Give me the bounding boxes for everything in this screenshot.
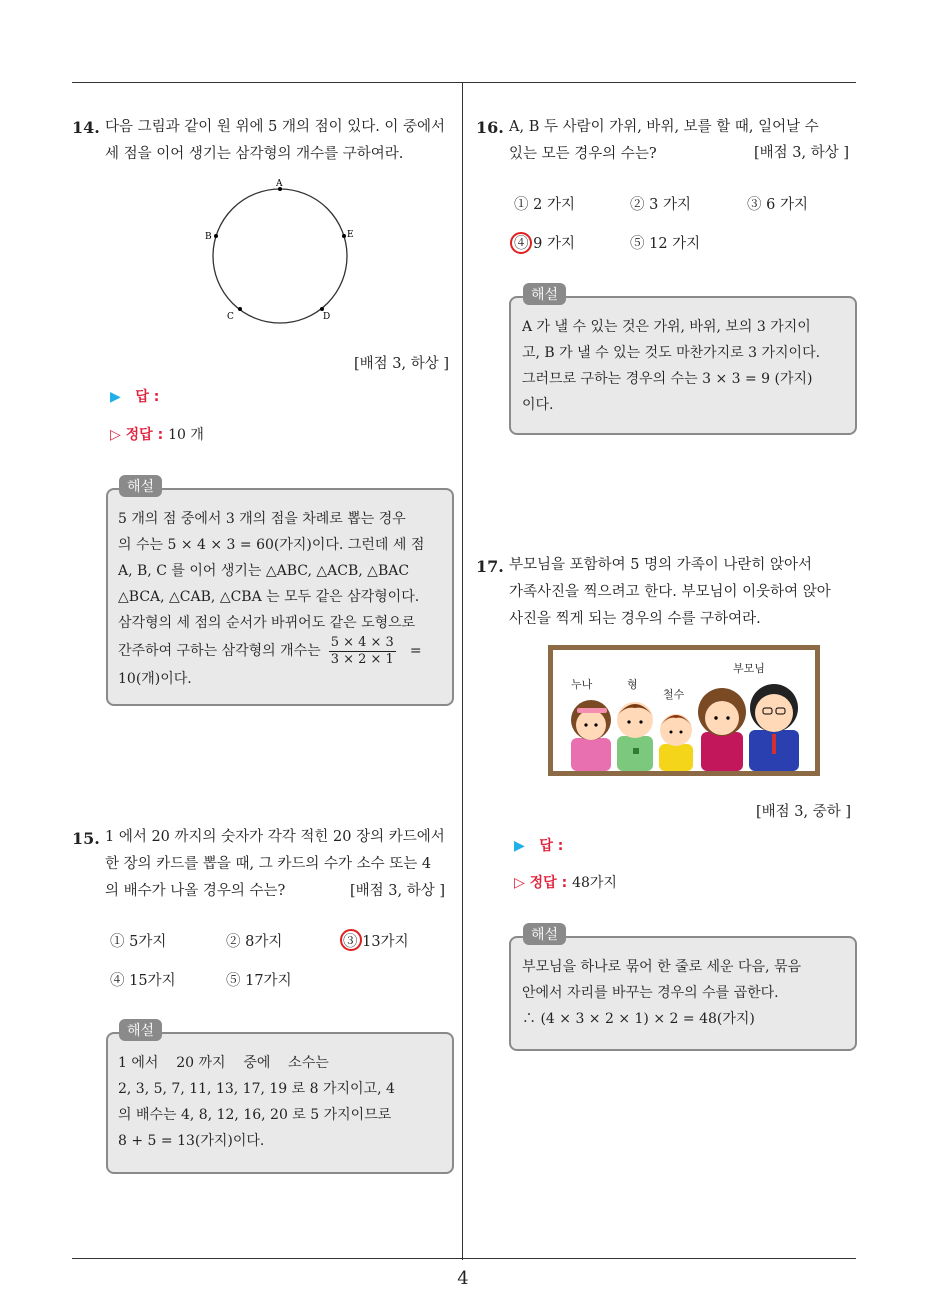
option-4[interactable]: ④ 15가지: [110, 973, 176, 989]
question-text: 다음 그림과 같이 원 위에 5 개의 점이 있다. 이 중에서 세 점을 이어 생기는 삼각형의 개수를 구하여라.: [105, 119, 446, 162]
score-label: [배점 3, 하상 ]: [354, 356, 450, 372]
question-text: A, B 두 사람이 가위, 바위, 보를 할 때, 일어날 수 있는 모든 경우의 수는?: [509, 119, 819, 162]
correct-answer-row: ▷ 정답 : 48가지: [514, 875, 617, 891]
label-sister: 누나: [571, 678, 593, 691]
score-label: [배점 3, 중하 ]: [756, 804, 852, 820]
fraction: $\frac{5 \times 4 \times 3}{3 \times 2 \times 1}$: [330, 634, 394, 667]
explanation-tab: 해설: [523, 923, 566, 945]
outline-triangle-icon: ▷: [514, 875, 525, 891]
score-label: [배점 3, 하상 ]: [754, 145, 850, 161]
point-label-a: A: [276, 179, 283, 189]
option-3[interactable]: ③ 13가지: [343, 934, 409, 950]
option-2[interactable]: ② 3 가지: [630, 197, 691, 213]
option-5[interactable]: ⑤ 12 가지: [630, 236, 701, 252]
option-4[interactable]: ④ 9 가지: [514, 236, 575, 252]
point-d: [320, 307, 324, 311]
point-b: [214, 234, 218, 238]
play-triangle-icon: ▶: [110, 389, 121, 405]
question-number: 17.: [476, 557, 504, 576]
option-2[interactable]: ② 8가지: [226, 934, 283, 950]
score-label: [배점 3, 하상 ]: [350, 883, 446, 899]
option-3[interactable]: ③ 6 가지: [747, 197, 808, 213]
sister-figure: [571, 700, 611, 771]
option-1[interactable]: ① 2 가지: [514, 197, 575, 213]
selected-circle-icon: [510, 232, 532, 254]
label-cheolsu: 철수: [663, 688, 685, 701]
point-label-e: E: [347, 230, 354, 240]
explanation-text: 1 에서 20 까지 중에 소수는 2, 3, 5, 7, 11, 13, 17, 19 로 8 가지이고, 4 의 배수는 4, 8, 12, 16, 20 로 5 가지이므로 8 + 5 = 13(가지)이다.: [118, 1055, 395, 1149]
circle-diagram: [195, 175, 365, 335]
father-figure: [749, 684, 799, 771]
family-picture: [548, 645, 820, 776]
outline-triangle-icon: ▷: [110, 427, 121, 443]
play-triangle-icon: ▶: [514, 838, 525, 854]
question-number: 14.: [72, 118, 100, 137]
explanation-tab: 해설: [523, 283, 566, 305]
label-brother: 형: [627, 678, 638, 691]
bottom-rule: [72, 1258, 856, 1259]
point-e: [342, 234, 346, 238]
question-text: 부모님을 포함하여 5 명의 가족이 나란히 앉아서 가족사진을 찍으려고 한다. 부모님이 이웃하여 앉아 사진을 찍게 되는 경우의 수를 구하여라.: [509, 557, 831, 627]
explanation-text: 부모님을 하나로 묶어 한 줄로 세운 다음, 묶음 안에서 자리를 바꾸는 경우의 수를 곱한다. ∴ (4 × 3 × 2 × 1) × 2 = 48(가지): [522, 959, 802, 1027]
answer-row: ▶ 답 :: [110, 389, 160, 405]
option-5[interactable]: ⑤ 17가지: [226, 973, 292, 989]
option-1[interactable]: ① 5가지: [110, 934, 167, 950]
selected-circle-icon: [340, 929, 362, 951]
page-number: 4: [457, 1268, 469, 1289]
brother-figure: [617, 702, 653, 771]
correct-answer-row: ▷ 정답 : 10 개: [110, 427, 204, 443]
top-rule: [72, 82, 856, 83]
point-label-c: C: [227, 312, 234, 322]
explanation-text: A 가 낼 수 있는 것은 가위, 바위, 보의 3 가지이 고, B 가 낼 수 있는 것도 마찬가지로 3 가지이다. 그러므로 구하는 경우의 수는 3 × 3 = 9 (가지) 이다.: [522, 319, 821, 413]
point-label-d: D: [323, 312, 331, 322]
cheolsu-figure: [659, 714, 693, 771]
explanation-tab: 해설: [119, 1019, 162, 1041]
question-number: 15.: [72, 829, 100, 848]
family-illustration: [553, 650, 815, 771]
explanation-text: 5 개의 점 중에서 3 개의 점을 차례로 뽑는 경우 의 수는 5 × 4 × 3 = 60(가지)이다. 그런데 세 점 A, B, C 를 이어 생기는 △ABC, △ACB, △BAC △BCA, △CAB, △CBA 는 모두 같은 삼각형이다. 삼각형의 세 점의 순서가 바뀌어도 같은 도형으로 간주하여 구하는 삼각형의 개수는 $\frac{5 \times 4 \times 3}{3 \times 2 \times 1}$ = 10(개)이다.: [118, 511, 425, 687]
point-c: [238, 307, 242, 311]
mother-figure: [698, 688, 746, 771]
explanation-tab: 해설: [119, 475, 162, 497]
answer-row: ▶ 답 :: [514, 838, 564, 854]
question-number: 16.: [476, 118, 504, 137]
column-divider: [462, 83, 463, 1260]
label-parents: 부모님: [733, 662, 765, 675]
question-text: 1 에서 20 까지의 숫자가 각각 적힌 20 장의 카드에서 한 장의 카드를 뽑을 때, 그 카드의 수가 소수 또는 4 의 배수가 나올 경우의 수는?: [105, 829, 445, 899]
point-label-b: B: [205, 232, 212, 242]
